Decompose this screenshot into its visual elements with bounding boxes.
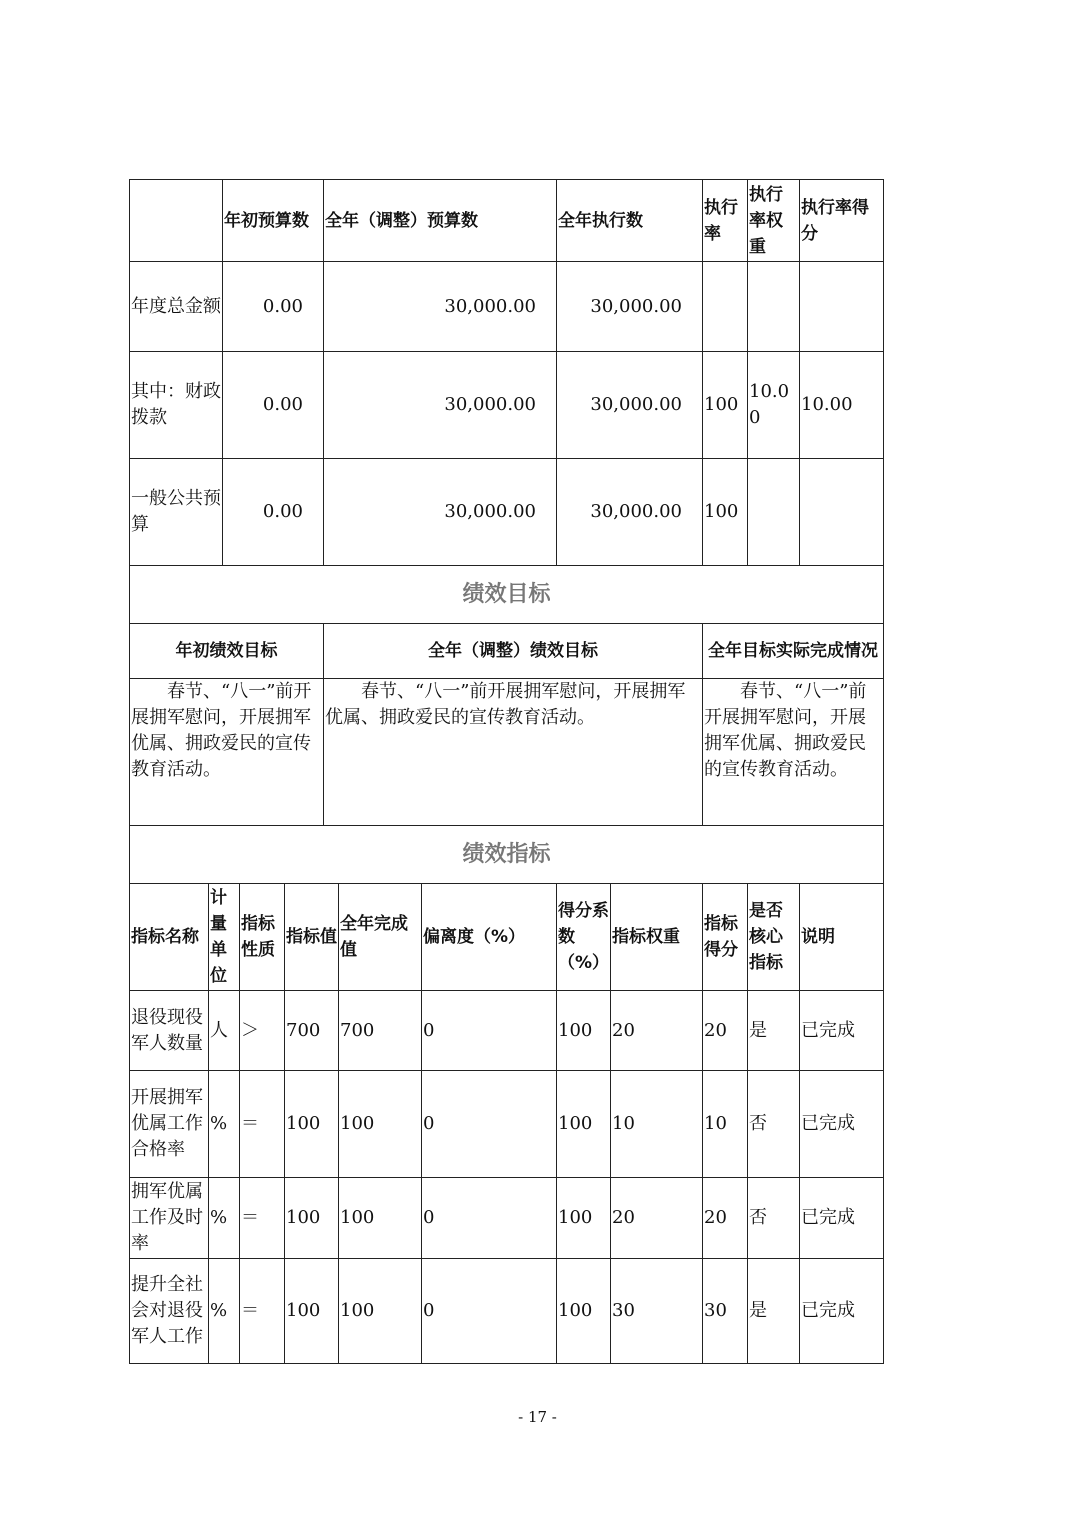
budget-cell-score: 10.00 bbox=[800, 352, 884, 459]
budget-cell-weight: 10.00 bbox=[748, 352, 800, 459]
budget-cell-weight bbox=[748, 262, 800, 352]
budget-cell-initial: 0.00 bbox=[223, 262, 324, 352]
indicator-cell: 100 bbox=[285, 1259, 339, 1364]
indicator-header: 说明 bbox=[800, 884, 884, 991]
budget-cell-label: 其中：财政拨款 bbox=[130, 352, 223, 459]
indicator-header: 指标得分 bbox=[703, 884, 748, 991]
indicator-header: 全年完成值 bbox=[339, 884, 422, 991]
indicator-cell: 0 bbox=[422, 1178, 557, 1259]
indicator-cell: 拥军优属工作及时率 bbox=[130, 1178, 209, 1259]
budget-header: 全年执行数 bbox=[557, 180, 703, 262]
indicator-cell: ＝ bbox=[240, 1071, 285, 1178]
budget-cell-adjusted: 30,000.00 bbox=[324, 352, 557, 459]
indicator-header: 指标性质 bbox=[240, 884, 285, 991]
indicator-cell: 0 bbox=[422, 1259, 557, 1364]
indicator-row bbox=[130, 1178, 884, 1259]
indicator-cell: ＝ bbox=[240, 1259, 285, 1364]
indicator-cell: 100 bbox=[285, 1178, 339, 1259]
budget-cell-initial: 0.00 bbox=[223, 459, 324, 566]
budget-header bbox=[130, 180, 223, 262]
budget-cell-label: 一般公共预算 bbox=[130, 459, 223, 566]
indicator-cell: 20 bbox=[611, 991, 703, 1071]
budget-header: 执行率权重 bbox=[748, 180, 800, 262]
goal-adjusted: 春节、“八一”前开展拥军慰问，开展拥军优属、拥政爱民的宣传教育活动。 bbox=[324, 679, 703, 826]
indicators-title: 绩效指标 bbox=[130, 826, 884, 884]
goals-title: 绩效目标 bbox=[130, 566, 884, 624]
budget-row bbox=[130, 459, 884, 566]
indicator-cell: 否 bbox=[748, 1071, 800, 1178]
indicator-cell: % bbox=[209, 1071, 240, 1178]
budget-row bbox=[130, 262, 884, 352]
budget-cell-executed: 30,000.00 bbox=[557, 459, 703, 566]
indicator-cell: 已完成 bbox=[800, 1178, 884, 1259]
indicator-cell: 100 bbox=[285, 1071, 339, 1178]
budget-cell-weight bbox=[748, 459, 800, 566]
budget-table bbox=[129, 179, 884, 566]
indicator-header: 指标权重 bbox=[611, 884, 703, 991]
budget-cell-adjusted: 30,000.00 bbox=[324, 262, 557, 352]
indicator-cell: 700 bbox=[285, 991, 339, 1071]
indicator-cell: % bbox=[209, 1259, 240, 1364]
indicator-cell: 提升全社会对退役军人工作 bbox=[130, 1259, 209, 1364]
indicator-header: 得分系数（%） bbox=[557, 884, 611, 991]
goal-header-actual: 全年目标实际完成情况 bbox=[703, 624, 884, 679]
indicator-cell: 10 bbox=[703, 1071, 748, 1178]
indicator-header: 是否核心指标 bbox=[748, 884, 800, 991]
indicator-cell: % bbox=[209, 1178, 240, 1259]
goal-actual: 春节、“八一”前开展拥军慰问，开展拥军优属、拥政爱民的宣传教育活动。 bbox=[703, 679, 884, 826]
indicator-cell: 否 bbox=[748, 1178, 800, 1259]
budget-cell-score bbox=[800, 459, 884, 566]
indicator-cell: ＞ bbox=[240, 991, 285, 1071]
indicator-cell: ＝ bbox=[240, 1178, 285, 1259]
budget-header: 全年（调整）预算数 bbox=[324, 180, 557, 262]
page-number: - 17 - bbox=[518, 1408, 557, 1426]
indicator-cell: 100 bbox=[557, 1178, 611, 1259]
indicator-cell: 是 bbox=[748, 1259, 800, 1364]
indicator-cell: 700 bbox=[339, 991, 422, 1071]
budget-cell-rate: 100 bbox=[703, 459, 748, 566]
indicator-cell: 30 bbox=[611, 1259, 703, 1364]
indicator-cell: 30 bbox=[703, 1259, 748, 1364]
budget-cell-adjusted: 30,000.00 bbox=[324, 459, 557, 566]
budget-cell-score bbox=[800, 262, 884, 352]
indicator-cell: 100 bbox=[339, 1071, 422, 1178]
indicator-cell: 100 bbox=[557, 1071, 611, 1178]
indicator-cell: 0 bbox=[422, 991, 557, 1071]
indicator-cell: 100 bbox=[339, 1259, 422, 1364]
budget-cell-executed: 30,000.00 bbox=[557, 352, 703, 459]
indicator-header: 偏离度（%） bbox=[422, 884, 557, 991]
indicator-row bbox=[130, 1071, 884, 1178]
budget-cell-label: 年度总金额 bbox=[130, 262, 223, 352]
indicators-header-row bbox=[130, 884, 884, 991]
indicator-header: 指标值 bbox=[285, 884, 339, 991]
indicator-cell: 20 bbox=[611, 1178, 703, 1259]
goals-table bbox=[129, 565, 884, 884]
budget-header: 执行率得分 bbox=[800, 180, 884, 262]
indicator-cell: 退役现役军人数量 bbox=[130, 991, 209, 1071]
indicator-cell: 100 bbox=[557, 991, 611, 1071]
indicator-cell: 是 bbox=[748, 991, 800, 1071]
indicator-cell: 已完成 bbox=[800, 1259, 884, 1364]
indicator-cell: 10 bbox=[611, 1071, 703, 1178]
goal-initial: 春节、“八一”前开展拥军慰问，开展拥军优属、拥政爱民的宣传教育活动。 bbox=[130, 679, 324, 826]
indicator-cell: 20 bbox=[703, 991, 748, 1071]
indicator-header: 指标名称 bbox=[130, 884, 209, 991]
indicator-cell: 100 bbox=[339, 1178, 422, 1259]
goal-header-adjusted: 全年（调整）绩效目标 bbox=[324, 624, 703, 679]
budget-header: 年初预算数 bbox=[223, 180, 324, 262]
indicator-header: 计量单位 bbox=[209, 884, 240, 991]
indicator-cell: 人 bbox=[209, 991, 240, 1071]
budget-row bbox=[130, 352, 884, 459]
indicator-row bbox=[130, 1259, 884, 1364]
indicator-cell: 已完成 bbox=[800, 1071, 884, 1178]
budget-header-row bbox=[130, 180, 884, 262]
budget-header: 执行率 bbox=[703, 180, 748, 262]
indicator-cell: 开展拥军优属工作合格率 bbox=[130, 1071, 209, 1178]
indicator-cell: 100 bbox=[557, 1259, 611, 1364]
indicators-table bbox=[129, 883, 884, 1364]
indicator-cell: 已完成 bbox=[800, 991, 884, 1071]
indicator-cell: 20 bbox=[703, 1178, 748, 1259]
indicator-row bbox=[130, 991, 884, 1071]
indicator-cell: 0 bbox=[422, 1071, 557, 1178]
budget-cell-executed: 30,000.00 bbox=[557, 262, 703, 352]
budget-cell-rate bbox=[703, 262, 748, 352]
budget-cell-initial: 0.00 bbox=[223, 352, 324, 459]
budget-cell-rate: 100 bbox=[703, 352, 748, 459]
goal-header-initial: 年初绩效目标 bbox=[130, 624, 324, 679]
